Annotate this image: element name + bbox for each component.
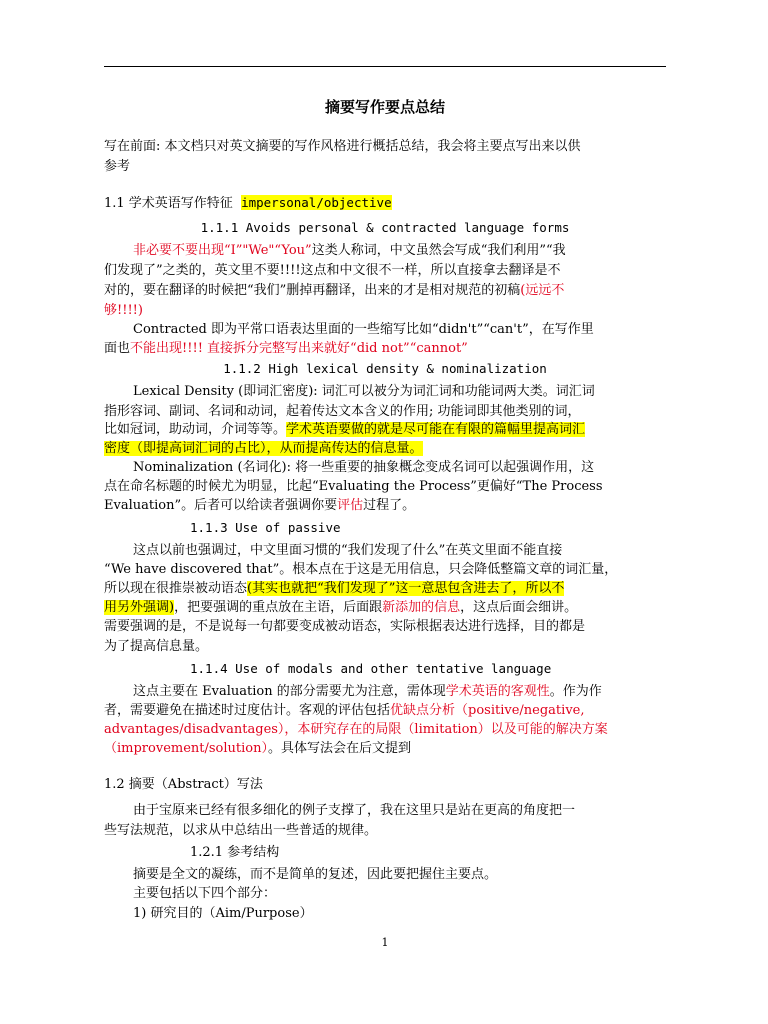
paragraph-line: Contracted 即为平常口语表达里面的一些缩写比如“didn't”“can't”，在写作里: [133, 322, 594, 337]
text-span: 这点主要在 Evaluation 的部分需要尤为注意，需体现: [133, 684, 446, 699]
section-1-1-heading: [104, 193, 392, 214]
text-span: 过程了。: [363, 498, 416, 513]
paragraph-line: 需要强调的是，不是说每一句都要变成被动语态，实际根据表达进行选择，目的都是: [104, 619, 586, 634]
paragraph-line: 些写法规范，以求从中总结出一些普适的规律。: [104, 823, 378, 838]
intro-line-1: 写在前面: 本文档只对英文摘要的写作风格进行概括总结，我会将主要点写出来以供: [104, 139, 581, 154]
red-emphasis: (远远不: [520, 283, 565, 298]
red-emphasis: （improvement/solution）: [104, 741, 268, 756]
paragraph-line: Lexical Density (即词汇密度): 词汇可以被分为词汇词和功能词两大类。词汇词: [133, 384, 595, 399]
section-1-1-3-heading: 1.1.3 Use of passive: [190, 520, 341, 535]
text-span: ，把要强调的重点放在主语，后面跟: [174, 600, 383, 615]
paragraph-line: [133, 241, 566, 261]
document-title: 摘要写作要点总结: [324, 98, 445, 116]
paragraph-line: [104, 598, 577, 618]
paragraph-line: [104, 739, 411, 759]
paragraph-line: [104, 281, 564, 301]
text-span: 这类人称词，中文虽然会写成“我们利用”“我: [311, 243, 566, 258]
paragraph-line: [104, 701, 584, 721]
paragraph-line: [104, 579, 564, 599]
red-emphasis: 学术英语的客观性: [445, 684, 550, 699]
text-span: 。具体写法会在后文提到: [268, 741, 412, 756]
section-1-1-1-heading: 1.1.1 Avoids personal & contracted language forms: [200, 220, 570, 235]
paragraph-line: advantages/disadvantages），本研究存在的局限（limitation）以及可能的解决方案: [104, 722, 608, 737]
header-rule: [104, 66, 666, 67]
paragraph-line: [104, 339, 468, 359]
text-span: Evaluation”。后者可以给读者强调你要: [104, 498, 338, 513]
paragraph-line: “We have discovered that”。根本点在于这是无用信息，只会降低整篇文章的词汇量，: [104, 562, 618, 577]
paragraph-line: [104, 420, 585, 440]
paragraph-line: 摘要是全文的凝练，而不是简单的复述，因此要把握住主要点。: [133, 867, 498, 882]
red-emphasis: 非必要不要出现“I”"We"“You”: [133, 243, 312, 258]
list-item: 1) 研究目的（Aim/Purpose）: [133, 906, 313, 921]
yellow-highlight: 学术英语要做的就是尽可能在有限的篇幅里提高词汇: [286, 422, 586, 437]
section-1-1-title: 1.1 学术英语写作特征: [104, 196, 233, 211]
paragraph-line: 们发现了”之类的，英文里不要!!!!这点和中文很不一样，所以直接拿去翻译是不: [104, 263, 561, 278]
paragraph-line: 够!!!!): [104, 303, 143, 318]
impersonal-highlight: impersonal/objective: [241, 195, 392, 210]
paragraph-line: 为了提高信息量。: [104, 639, 209, 654]
paragraph-line: [104, 439, 423, 459]
red-emphasis: 评估: [337, 498, 364, 513]
paragraph-line: [104, 496, 415, 516]
text-span: 面也: [104, 341, 131, 356]
text-span: 者，需要避免在描述时过度估计。客观的评估包括: [104, 703, 391, 718]
section-1-2-heading: 1.2 摘要（Abstract）写法: [104, 777, 263, 792]
page-number: 1: [381, 936, 389, 949]
intro-line-2: 参考: [104, 159, 131, 174]
text-span: 比如冠词，助动词，介词等等。: [104, 422, 287, 437]
paragraph-line: 主要包括以下四个部分：: [133, 886, 277, 901]
yellow-highlight: (其实也就把“我们发现了”这一意思包含进去了，所以不: [247, 581, 565, 596]
paragraph-line: Nominalization (名词化): 将一些重要的抽象概念变成名词可以起强调作用，这: [133, 460, 595, 475]
paragraph-line: 点在命名标题的时候尤为明显，比起“Evaluating the Process”更偏好“The Process: [104, 479, 603, 494]
red-emphasis: 不能出现!!!! 直接拆分完整写出来就好“did not”“cannot”: [130, 341, 468, 356]
paragraph-line: 指形容词、副词、名词和动词，起着传达文本含义的作用; 功能词即其他类别的词，: [104, 404, 581, 419]
text-span: ，这点后面会细讲。: [460, 600, 578, 615]
text-span: 。作为作: [549, 684, 602, 699]
paragraph-line: [133, 682, 602, 702]
yellow-highlight: 密度（即提高词汇词的占比），从而提高传达的信息量。: [104, 441, 423, 456]
red-emphasis: 新添加的信息: [382, 600, 461, 615]
paragraph-line: 这点以前也强调过，中文里面习惯的“我们发现了什么”在英文里面不能直接: [133, 543, 563, 558]
section-1-1-2-heading: 1.1.2 High lexical density & nominalization: [223, 361, 547, 376]
yellow-highlight: 用另外强调): [104, 600, 175, 615]
section-1-2-1-heading: 1.2.1 参考结构: [190, 845, 280, 860]
red-emphasis: 优缺点分析（positive/negative,: [390, 703, 585, 718]
paragraph-line: 由于宝原来已经有很多细化的例子支撑了，我在这里只是站在更高的角度把一: [133, 803, 576, 818]
section-1-1-4-heading: 1.1.4 Use of modals and other tentative language: [190, 661, 552, 676]
text-span: 所以现在很推崇被动语态: [104, 581, 248, 596]
text-span: 对的，要在翻译的时候把“我们”删掉再翻译，出来的才是相对规范的初稿: [104, 283, 521, 298]
